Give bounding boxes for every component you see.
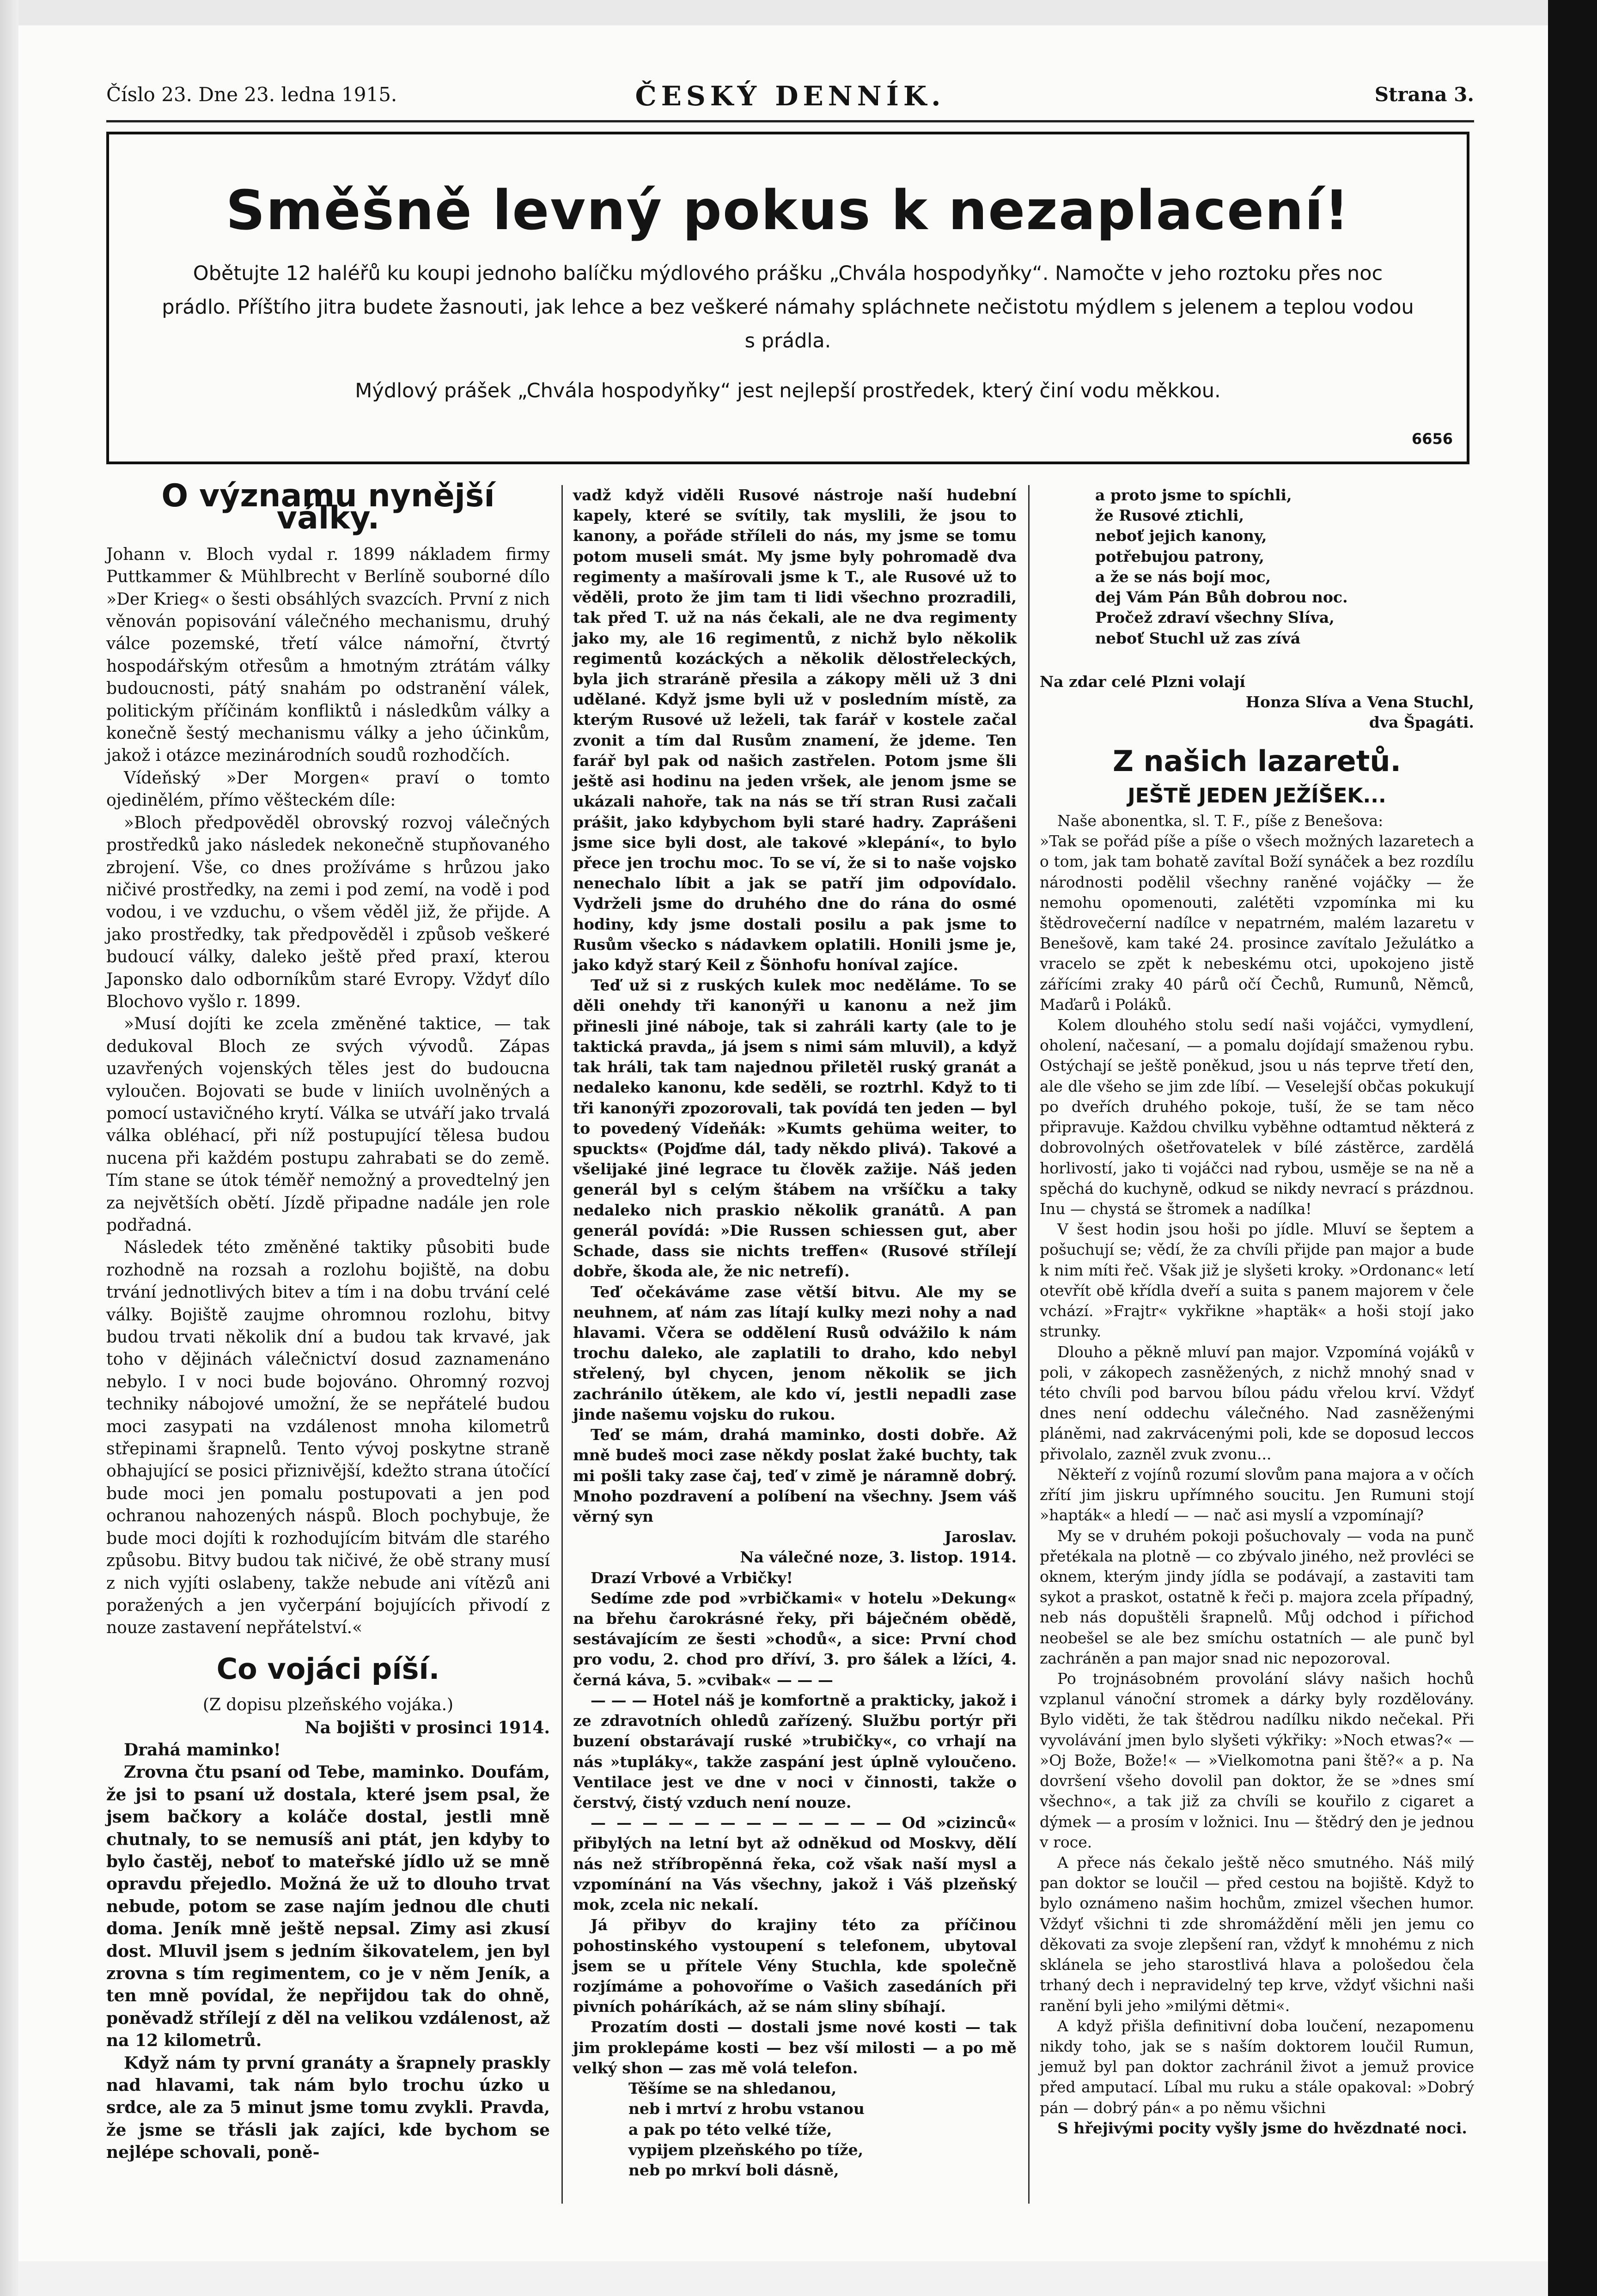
article-source: (Z dopisu plzeňského vojáka.) [202,1695,454,1715]
ad-tagline: Mýdlový prášek „Chvála hospodyňky“ jest nejlepší prostředek, který činí vodu měkkou. [355,379,1221,402]
page-number: Strana 3. [1374,83,1474,106]
dateline: Na bojišti v prosinci 1914. [305,1718,550,1737]
scan-margin-top [0,0,1597,27]
paragraph: Naše abonentka, sl. T. F., píše z Benešova: [1057,811,1384,830]
article-title: Z našich lazaretů. [1112,744,1402,778]
poem-line: Těšíme se na shledanou, [628,2079,837,2098]
article-title: Co vojáci píší. [216,1652,440,1686]
paragraph: »Bloch předpověděl obrovský rozvoj válečných prostředků jako následek nekonečně stupňovaného zbrojení. Vše, co dnes prožíváme s hrůzou jako ničivé prostředky, na zemi i pod zemí, na vodě i pod vodou, i ve vzduchu, o všem věděl již, že přijde. A jako prostředky, tak předpověděl i způsob veškeré budoucí války, daleko ještě před praxí, kterou Japonsko dalo odborníkům staré Evropy. Vždyť dílo Blochovo vyšlo r. 1899. [106,813,550,1011]
paragraph: Johann v. Bloch vydal r. 1899 nákladem firmy Puttkammer & Mühlbrecht v Berlíně souborné dílo »Der Krieg« o šesti obsáhlých svazcích. První z nich věnován popisování válečného mechanismu, druhý válce pozemské, třetí válce námořní, čtvrtý hospodářským otřesům a hmotným ztrátám války budoucnosti, pátý snahám po odstranění válek, politickým příčinám konfliktů i následkům války a konečně šestý mechanismu války a jeho účinkům, jakož i otázce mezinárodních soudů rozhodčích. [106,545,550,765]
paragraph: Po trojnásobném provolání slávy našich hochů vzplanul vánoční stromek a dárky byly rozdělovány. Bylo viděti, že tak štědrou nadílku nikdo nečekal. Při vyvolávání jmen bylo slyšeti výkřiky: »Noch etwas?« — »Oj Bože, Bože!« — »Vielkomotna pani ště?« a p. Na dovršení všeho dovolil pan doktor, že se »dnes smí všechno«, a tak již za chvíli se kouřilo z cigaret a dýmek — a prosím v ložnici. Inu — štědrý den je jednou v roce. [1040,1670,1474,1851]
issue-date-text: Dne 23. ledna 1915. [198,83,397,106]
column-rule [561,485,563,2204]
paragraph: Teď očekáváme zase větší bitvu. Ale my se neuhnem, ať nám zas lítají kulky mezi nohy a nad hlavami. Včera se oddělení Rusů odvážilo k nám trochu daleko, ale zaplatili to draho, kdo nebyl střelený, byl chycen, jenom několik se jich zachránilo útěkem, ale kdo ví, jestli nepadli zase jinde našemu vojsku do rukou. [573,1282,1017,1423]
paragraph: Následek této změněné taktiky působiti bude rozhodně na rozsah a rozlohu bojiště, na dobu trvání jednotlivých bitev a tím i na dobu trvání celé války. Bojiště zaujme ohromnou rozlohu, bitvy budou trvati několik dní a budou tak krvavé, jak toho v dějinách válečnictví dosud zaznamenáno nebylo. I v noci bude bojováno. Ohromný rozvoj techniky nábojové umožní, že se nepřátelé budou moci zasypati na vzdálenost mnoha kilometrů střepinami šrapnelů. Tento vývoj poskytne straně obhajující se posici přiznivější, kdežto strana útočící bude moci jen pomalu postupovati a jen pod ochranou nahozených náspů. Bloch pochybuje, že bude moci dojíti k rozhodujícím bitvám dle starého způsobu. Bitvy budou tak ničivé, že obě strany musí z nich vyjíti oslabeny, takže nebude ani vítězů ani poražených a jen vyčerpání bojujících přivodí z nouze zastavení nepřátelství.« [106,1238,550,1638]
scan-edge-right [1548,0,1597,2296]
newspaper-page [106,69,1474,2204]
paragraph: Prozatím dosti — dostali jsme nové kosti — tak jim proklepáme kosti — bez vší milosti — a po mě velký shon — zas mě volá telefon. [573,2018,1017,2077]
scan-margin-left [0,0,18,2296]
ad-body: Obětujte 12 haléřů ku koupi jednoho balíčku mýdlového prášku „Chvála hospodyňky“. Namočte v jeho roztoku přes noc prádlo. Příštího jitra budete žasnouti, jak lehce a bez veškeré námahy spláchnete nečistotu mýdlem s jelenem a teplou vodou s prádla. [162,262,1414,352]
signers: Honza Slíva a Vena Stuchl, [1245,692,1474,711]
poem-line: neboť Stuchl už zas zívá [1095,629,1301,647]
poem-line: potřebujou patrony, [1095,547,1264,565]
page-header [106,79,1474,122]
article-title: O významu nynější války. [161,478,495,537]
paragraph: Vídeňský »Der Morgen« praví o tomto ojedinělém, přímo věšteckém díle: [106,768,550,810]
poem-line: vypijem plzeňského po tíže, [628,2140,864,2159]
advertisement [106,132,1469,464]
issue-number: Číslo 23. [106,83,192,106]
paragraph: Zrovna čtu psaní od Tebe, maminko. Doufám, že jsi to psaní už dostala, které jsem psal, že jsem bačkory a koláče dostal, jestli mně chutnaly, to se nemusíš ani ptát, jen kdyby to bylo častěj, neboť to mateřské jídlo už se mně opravdu přejedlo. Možná že už to dlouho trvat nebude, potom se zase najím jednou dle chuti doma. Jeník mně ještě nepsal. Zimy asi zkusí dost. Mluvil jsem s jedním šikovatelem, jen byl zrovna s tím regimentem, co je v něm Jeník, a ten mně povídal, že nepřijdou tak do ohně, poněvadž střílejí z děl na velikou vzdálenost, až na 12 kilometrů. [106,1762,550,2051]
column-1 [106,478,550,2164]
paragraph: — — — — — — — — — — — — Od »cizinců« přibylých na letní byt až odněkud od Moskvy, dělí nás než stříbropěnná řeka, což však naší mysl a vzpomínání na Vás všechny, jakož i Váš plzeňský mok, zcela nic nekalí. [573,1814,1017,1914]
paragraph: Kolem dlouhého stolu sedí naši vojáčci, vymydlení, oholení, načesaní, — a pomalu dojídají smaženou rybu. Ostýchají se ještě poněkud, jsou u nás teprve třetí den, ale dle všeho se jim zde líbí. — Veselejší občas pokukují po dveřích druhého pokoje, tuší, že se tam něco připravuje. Každou chvilku vyběhne odtamtud některá z dobrovolných ošetřovatelek v bílé zástěrce, zardělá horlivostí, jako ti vojáčci nad rybou, usměje se na ně a spěchá do kuchyně, odkud se nikdy nevrací s prázdnou. Inu — chystá se štromek a nadílka! [1040,1016,1474,1218]
poem-line: a proto jsme to spíchli, [1095,486,1292,504]
poem-line: neb po mrkví boli dásně, [628,2161,839,2179]
paragraph: Dlouho a pěkně mluví pan major. Vzpomíná vojáků v poli, v zákopech zasněžených, z nichž mnohý snad v této chvíli pod barvou bílou pádu vřelou krví. Vždyť dnes není oddechu válečného. Nad zasněženými pláněmi, nad zakrvácenými poli, kde se doposud leccos přivolalo, zazněl zvuk zvonu... [1040,1342,1474,1463]
paragraph: »Musí dojíti ke zcela změněné taktice, — tak dedukoval Bloch ze svých vývodů. Zápas uzavřených vojenských těles jest do budoucna vyloučen. Bojovati se bude v liniích uvolněných a pomocí ustavičného krytí. Válka se utváří jako trvalá válka obléhací, při níž postupující tělesa budou nucena při každém postupu zahrabati se do země. Tím stane se útok téměř nemožný a provedtelný jen za největších obětí. Jízdě připadne nadále jen role podřadná. [106,1014,550,1235]
article-subtitle: JEŠTĚ JEDEN JEŽÍŠEK... [1128,784,1386,808]
paragraph: A přece nás čekalo ještě něco smutného. Náš milý pan doktor se loučil — před cestou na bojiště. Když to bylo oznámeno našim hochům, zmizel všechen humor. Vždyť všichni ti zde shromáždění měli jen jemu co děkovati za svoje zlepšení ran, vždyť k mnohému z nich sklánela se jeho starostlivá hlava a pološedou čela trhaný dech i nepravidelný tep krve, vždyť všichni naši ranění byli jeho »milými dětmi«. [1040,1853,1474,2015]
paragraph: My se v druhém pokoji pošuchovaly — voda na punč přetékala na plotně — co zbývalo jiného, než provléci se oknem, kterým jindy jídla se podávají, a zastaviti tam sykot a praskot, ostatně k řeči p. majora zcela případný, neb nás dopuštěli šrapnelů. Můj odchod i pířichod neobešel se ale bez smíchu ostatních — ale punč byl zachráněn a pan major snad nic nepozoroval. [1040,1526,1474,1667]
column-3 [1040,485,1474,2138]
column-2 [573,485,1017,2181]
paragraph: Já přibyv do krajiny této za příčinou pohostinského vystoupení s telefonem, ubytoval jsem se u přítele Vény Stuchla, kde společně rozjímáme a pohovoříme o Vašich zasedáních při pivních poháríkách, až se nám sliny sbíhají. [573,1916,1017,2016]
paragraph: Někteří z vojínů rozumí slovům pana majora a v očích zřítí jim jiskru upřímného soucitu. Jen Rumuni stojí »hapták« a hledí — — nač asi myslí a vzpomínají? [1040,1465,1474,1525]
signers: dva Špagáti. [1369,713,1474,732]
paragraph: Sedíme zde pod »vrbičkami« v hotelu »Dekung« na břehu čarokrásné řeky, při báječném obědě, sestávajícím ze šesti »chodů«, a sice: První chod pro vodu, 2. chod pro dříví, 3. pro šálek a lžíci, 4. černá káva, 5. »cvibak« — — — [573,1589,1017,1689]
ad-headline: Směšně levný pokus k nezaplacení! [226,178,1350,242]
poem-line: a že se nás bojí moc, [1095,567,1271,586]
dateline: Na válečné noze, 3. listop. 1914. [740,1548,1017,1567]
poem-line: neboť jejich kanony, [1095,527,1267,545]
signature: Jaroslav. [944,1528,1017,1546]
poem-line: že Rusové ztichli, [1095,506,1244,525]
greeting: Drazí Vrbové a Vrbičky! [591,1568,793,1587]
paragraph: vadž když viděli Rusové nástroje naší hudební kapely, které se svítily, tak myslili, že jsou to kanony, a pořáde stříleli do nás, my jsme se tomu potom museli smát. My jsme byly pohromadě dva regimenty a mašírovali jsme k T., ale Rusové už to věděli, proto že jim tam ti lidi všechno prozradili, tak před T. už na nás čekali, ale ne dva regimenty jako my, ale 16 regimentů, z nichž bylo několik regimentů kozáckých a několik dělostřeleckých, byla jich straráně přesila a zákopy měli už 3 dni udělané. Když jsme byli už v posledním místě, za kterým Rusové už leželi, tak farář v kostele začal zvonit a tím dal Rusům znamení, že jdeme. Ten farář byl pak od našich zastřelen. Potom jsme šli ještě asi hodinu na jeden vršek, ale jenom jsme se ukázali nahoře, tak na nás se tří stran Rusi začali prášit, jako kdybychom byli staré hadry. Zaprášeni jsme sice byli dost, ale takové »klepání«, to bylo přece jen trochu moc. To se ví, že si to naše vojsko nenechalo líbit a jak se patří jim odpovídalo. Vydrželi jsme do druhého dne do rána do osmé hodiny, kdy jsme dostali posilu a pak jsme to Rusům všecko s nádavkem oplatili. Honili jsme je, jako když starý Keil z Šönhofu honíval zajíce. [573,486,1017,974]
paragraph: — — — Hotel náš je komfortně a prakticky, jakož i ze zdravotních ohledů zařízený. Službu portýr při buzení obstarávají ruské »trubičky«, co vrhají na nás »tupláky«, takže zaspání jest úplně vyloučeno. Ventilace jest ve dne v noci v činnosti, takže o čerstvý, čistý vzduch není nouze. [573,1691,1017,1811]
paragraph: Když nám ty první granáty a šrapnely praskly nad hlavami, tak nám bylo trochu úzko u srdce, ale za 5 minut jsme tomu zvykli. Pravda, že jsme se třásli jak zajíci, kde bychom se nejlépe schovali, poně- [106,2053,550,2162]
poem-line: neb i mrtví z hrobu vstanou [628,2100,865,2118]
column-rule [1028,485,1030,2204]
masthead: ČESKÝ DENNÍK. [635,80,945,112]
poem-line: dej Vám Pán Bůh dobrou noc. [1095,588,1348,607]
ad-number: 6656 [1411,430,1453,448]
paragraph: Teď už si z ruských kulek moc neděláme. To se děli onehdy tři kanonýři u kanonu a než jim přinesli jiné náboje, tak si zahráli karty (ale to je taktická pravda„ já jsem s nimi sám mluvil), a když tak hráli, tak tam najednou přiletěl ruský granát a nedaleko kanonu, kde seděli, se roztrhl. Když to ti tři kanonýři zpozorovali, tak povídá ten jeden — byl to povedený Vídeňák: »Kumts gehüma weiter, to spuckts« (Pojďme dál, tady někdo plivá). Takové a všelijaké jiné legrace tu člověk zažije. Náš jeden generál byl s celým štábem na vršíčku a taky nedaleko nich praskio několik granátů. A pan generál povídá: »Die Russen schiessen gut, aber Schade, dass sie nichts treffen« (Rusové střílejí dobře, škoda ale, že nic netrefí). [573,976,1017,1281]
paragraph: V šest hodin jsou hoši po jídle. Mluví se šeptem a pošuchují se; vědí, že za chvíli přijde pan major a bude k nim míti řeč. Však již je slyšeti kroky. »Ordonanc« letí otevřít obě křídla dveří a suita s panem majorem v čele vchází. »Frajtr« vykřikne »haptäk« a hoši stojí jako strunky. [1040,1220,1474,1341]
greeting: Drahá maminko! [124,1740,281,1760]
paragraph: »Tak se pořád píše a píše o všech možných lazaretech a o tom, jak tam bohatě zavítal Boží synáček a bez rozdílu národnosti podělil všechny raněné vojáčky — že nemohu opomenouti, zalétěti vzpomínka mi ku štědrovečerní nadílce v nepatrném, malém lazaretu v Benešově, kam také 24. prosince zavítalo Ježulátko a vracelo se zpět k nebeskému otci, upokojeno jistě zářícími zraky 40 párů očí Čechů, Rumunů, Němců, Maďarů i Poláků. [1040,832,1474,1014]
poem-line: Pročež zdraví všechny Slíva, [1095,608,1335,627]
poem-line: a pak po této velké tíže, [628,2120,832,2138]
closing-line: Na zdar celé Plzni volají [1040,672,1245,691]
paragraph: S hřejivými pocity vyšly jsme do hvězdnaté noci. [1057,2119,1467,2137]
paragraph: Teď se mám, drahá maminko, dosti dobře. Až mně budeš moci zase někdy poslat žaké buchty, tak mi pošli taky zase čaj, teď v zimě je náramně dobrý. Mnoho pozdravení a políbení na všechny. Jsem váš věrný syn [573,1426,1017,1525]
paragraph: A když přišla definitivní doba loučení, nezapomenu nikdy toho, jak se s naším doktorem loučil Rumun, jemuž byl pan doktor zachránil život a jemuž provice před amputací. Líbal mu ruku a stále opakoval: »Dobrý pán — dobrý pán« a po němu všichni [1040,2017,1474,2117]
